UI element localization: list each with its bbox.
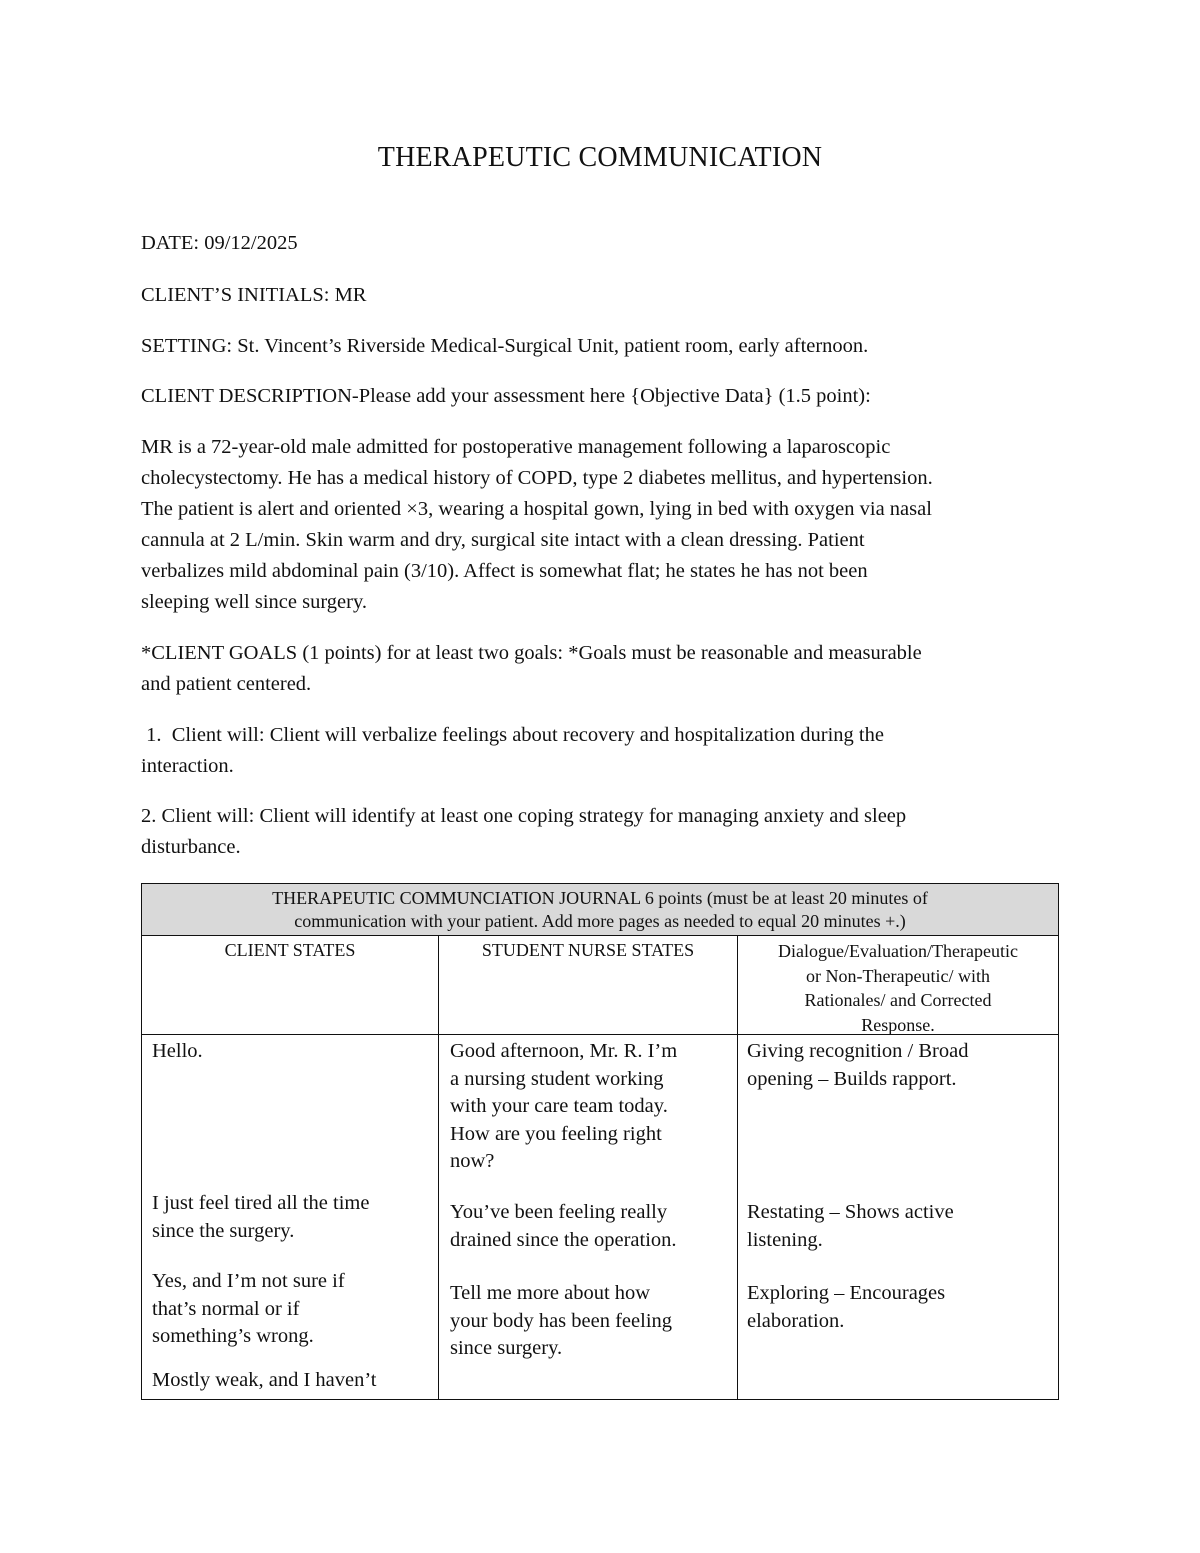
journal-header xyxy=(142,884,1058,936)
nurse-statement-line: You’ve been feeling really xyxy=(450,1201,668,1223)
client-statement-line: that’s normal or if xyxy=(152,1297,300,1320)
description-line: cannula at 2 L/min. Skin warm and dry, surgical site intact with a clean dressing. Patient xyxy=(141,529,865,551)
nurse-statement xyxy=(450,1199,677,1254)
evaluation-header-line: Dialogue/Evaluation/Therapeutic xyxy=(778,941,1018,961)
goal-2-line: 2. Client will: Client will identify at least one coping strategy for managing anxiety and sleep xyxy=(141,805,907,827)
evaluation-header-line: or Non-Therapeutic/ with xyxy=(806,965,990,986)
goal-1-line: 1. Client will: Client will verbalize feelings about recovery and hospitalization during the xyxy=(141,724,884,746)
nurse-statement-line: now? xyxy=(450,1150,495,1172)
page-title: THERAPEUTIC COMMUNICATION xyxy=(377,142,823,173)
evaluation-line: Exploring – Encourages xyxy=(747,1282,946,1304)
nurse-statement-line: drained since the operation. xyxy=(450,1228,677,1251)
student-nurse-states-header: STUDENT NURSE STATES xyxy=(481,940,695,960)
nurse-statement-line: Good afternoon, Mr. R. I’m xyxy=(450,1040,678,1062)
evaluation-header-line: Rationales/ and Corrected xyxy=(804,990,992,1010)
goals-heading-line: *CLIENT GOALS (1 points) for at least two goals: *Goals must be reasonable and measurable xyxy=(141,642,922,664)
evaluation-line: Restating – Shows active xyxy=(747,1201,954,1223)
nurse-statement-line: a nursing student working xyxy=(450,1067,664,1090)
communication-journal-table xyxy=(141,883,1059,1400)
client-statement xyxy=(152,1367,377,1395)
client-statement-line: something’s wrong. xyxy=(152,1325,314,1347)
evaluation-line: listening. xyxy=(747,1228,823,1251)
date-line: DATE: 09/12/2025 xyxy=(141,232,298,254)
client-goal-1 xyxy=(141,720,1061,782)
description-line: The patient is alert and oriented ×3, wearing a hospital gown, lying in bed with oxygen via nasal xyxy=(141,498,932,520)
nurse-statement-line: with your care team today. xyxy=(450,1095,668,1117)
client-statement-line: Mostly weak, and I haven’t xyxy=(152,1369,377,1391)
client-statement xyxy=(152,1190,369,1245)
column-divider xyxy=(438,936,439,1399)
client-statement xyxy=(152,1268,345,1351)
client-statement-line: since the surgery. xyxy=(152,1219,295,1242)
client-statement-line: I just feel tired all the time xyxy=(152,1192,370,1214)
nurse-statement-line: since surgery. xyxy=(450,1337,563,1359)
client-goal-2 xyxy=(141,801,1061,863)
evaluation-entry xyxy=(747,1280,945,1335)
description-line: sleeping well since surgery. xyxy=(141,591,368,613)
nurse-statement-line: your body has been feeling xyxy=(450,1309,673,1332)
client-initials-line: CLIENT’S INITIALS: MR xyxy=(141,284,367,306)
description-line: verbalizes mild abdominal pain (3/10). Affect is somewhat flat; he states he has not been xyxy=(141,560,868,582)
goal-2-line: disturbance. xyxy=(141,836,241,858)
client-description-heading: CLIENT DESCRIPTION-Please add your assessment here {Objective Data} (1.5 point): xyxy=(141,385,871,407)
evaluation-entry xyxy=(747,1038,968,1093)
evaluation-line: Giving recognition / Broad xyxy=(747,1040,969,1062)
goal-1-line: interaction. xyxy=(141,755,234,777)
nurse-statement-line: Tell me more about how xyxy=(450,1282,651,1304)
nurse-statement-line: How are you feeling right xyxy=(450,1122,662,1145)
client-description-text xyxy=(141,432,1061,618)
client-statement xyxy=(152,1038,203,1066)
evaluation-line: elaboration. xyxy=(747,1309,845,1332)
evaluation-header xyxy=(738,939,1058,1037)
evaluation-line: opening – Builds rapport. xyxy=(747,1067,957,1090)
nurse-statement xyxy=(450,1038,677,1176)
nurse-statement xyxy=(450,1280,672,1363)
description-line: MR is a 72-year-old male admitted for postoperative management following a laparoscopic xyxy=(141,436,891,458)
setting-line: SETTING: St. Vincent’s Riverside Medical-Surgical Unit, patient room, early afternoon. xyxy=(141,335,869,357)
client-states-header: CLIENT STATES xyxy=(224,940,356,960)
evaluation-header-line: Response. xyxy=(861,1014,935,1035)
goals-heading-line: and patient centered. xyxy=(141,673,312,695)
client-statement-line: Yes, and I’m not sure if xyxy=(152,1270,345,1292)
description-line: cholecystectomy. He has a medical history of COPD, type 2 diabetes mellitus, and hypertension. xyxy=(141,467,933,489)
client-statement-line: Hello. xyxy=(152,1040,203,1062)
evaluation-entry xyxy=(747,1199,954,1254)
journal-header-line: THERAPEUTIC COMMUNCIATION JOURNAL 6 points (must be at least 20 minutes of xyxy=(272,888,928,908)
client-goals-heading xyxy=(141,638,1061,700)
journal-header-line: communication with your patient. Add more pages as needed to equal 20 minutes +.) xyxy=(294,911,906,931)
